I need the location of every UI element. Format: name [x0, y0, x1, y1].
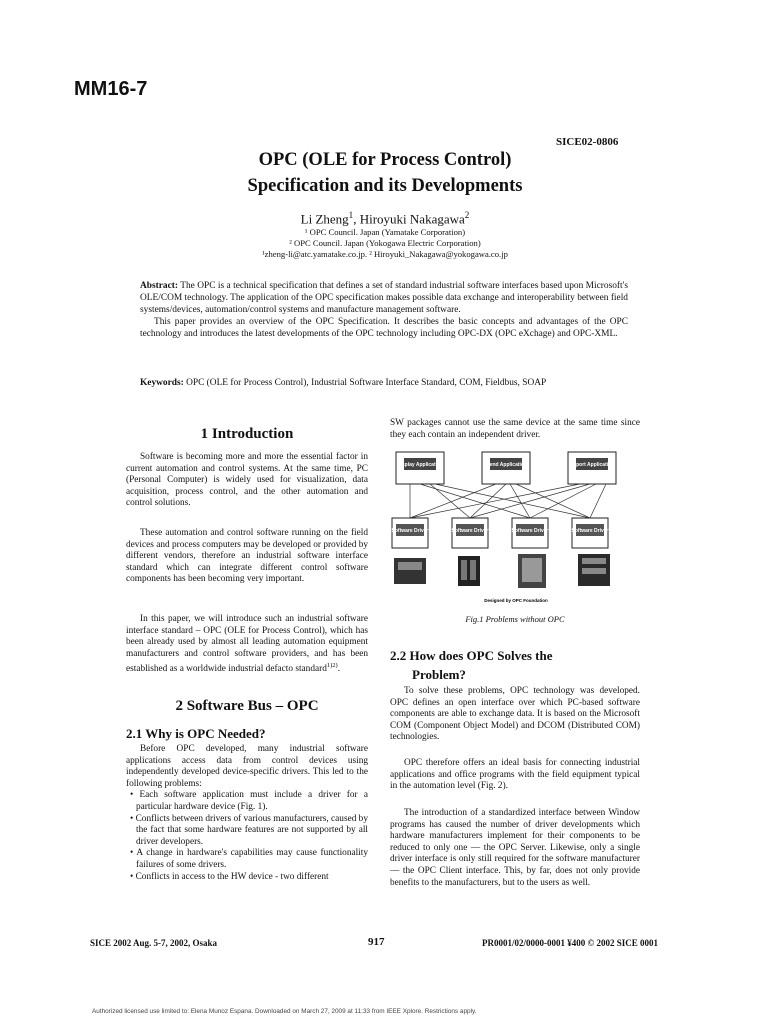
section-2-2-title-line2: Problem? — [412, 667, 466, 682]
sice-code: SICE02-0806 — [556, 136, 619, 148]
section-2-2-paragraph-2: OPC therefore offers an ideal basis for connecting industrial applications and office programs with the field equipment typical in the automation level (Fig. 2). — [390, 758, 640, 792]
section-2-2-paragraph-1: To solve these problems, OPC technology was developed. OPC defines an open interface over which PC-based software components are able to exchange data. It is based on the Microsoft COM (Component Object Model) and DCOM (Distributed COM) technologies. — [390, 686, 640, 743]
section-2-title: 2 Software Bus – OPC — [175, 698, 319, 714]
figure-1-diagram — [390, 446, 640, 606]
app-label-3: Report Application — [569, 462, 615, 468]
figure-1 — [390, 446, 640, 606]
author-1-sup: 1 — [348, 210, 354, 220]
keywords-text: OPC (OLE for Process Control), Industrial Software Interface Standard, COM, Fieldbus, SOAP — [186, 378, 547, 388]
list-item: • A change in hardware's capabilities may cause functionality failures of some drivers. — [126, 848, 368, 871]
footer-conference: SICE 2002 Aug. 5-7, 2002, Osaka — [90, 938, 218, 948]
paper-title-line2: Specification and its Developments — [247, 176, 523, 196]
abstract-label: Abstract: — [140, 281, 179, 291]
affiliation-emails: ¹zheng-li@atc.yamatake.co.jp. ² Hiroyuki_Nakagawa@yokogawa.co.jp — [262, 249, 508, 259]
section-1-title: 1 Introduction — [200, 426, 294, 442]
hardware-devices — [394, 554, 610, 588]
abstract-p1: The OPC is a technical specification that defines a set of standard industrial software interfaces based upon Microsoft's OLE/COM technology. The application of the OPC specification makes possible data exchange and interoperability between field systems/devices, automation/control systems and manufacture management software. — [140, 281, 628, 315]
right-col-continuation: SW packages cannot use the same device at the same time since they each contain an independent driver. — [390, 418, 640, 440]
list-item: • Each software application must include a driver for a particular hardware device (Fig. 1). — [126, 790, 368, 813]
intro-paragraph-2: These automation and control software running on the field devices and process computers may be developed or provided by different vendors, therefore an industrial software interface standard which can integrate different control software components has been becoming very important. — [126, 528, 368, 585]
mm-code: MM16-7 — [74, 78, 148, 100]
device-1 — [394, 558, 426, 584]
app-label-1: Display Application — [396, 462, 444, 468]
footer-copyright: PR0001/02/0000-0001 ¥400 © 2002 SICE 0001 — [482, 938, 658, 948]
authors — [150, 210, 620, 227]
abstract — [140, 280, 628, 340]
keywords-label: Keywords: — [140, 378, 184, 388]
list-item: • Conflicts in access to the HW device - two different — [126, 872, 368, 884]
section-2-2-title-line1: 2.2 How does OPC Solves the — [390, 648, 553, 663]
author-1: Li Zheng — [300, 211, 349, 227]
figure-1-caption: Fig.1 Problems without OPC — [465, 614, 565, 624]
author-2: , Hiroyuki Nakagawa — [353, 211, 465, 227]
author-2-sup: 2 — [464, 210, 470, 220]
driver-label-2: Software Driver — [451, 528, 489, 534]
connection-lines — [410, 484, 606, 518]
figure-credit: Designed by OPC Foundation — [484, 598, 548, 603]
abstract-p2: This paper provides an overview of the OPC Specification. It describes the basic concepts and advantages of the OPC technology and introduces the latest developments of the OPC technology including OPC-DX (OPC eXchage) and OPC-XML. — [140, 317, 628, 339]
list-item: • Conflicts between drivers of various manufacturers, caused by the fact that some hardware features are not supported by all driver developers. — [126, 814, 368, 849]
intro-paragraph-1: Software is becoming more and more the essential factor in current automation and control systems. At the same time, PC (Personal Computer) is widely used for visualization, data acquisition, process control, and the other automation and control solutions. — [126, 452, 368, 509]
affiliation-1: ¹ OPC Council. Japan (Yamatake Corporation) — [304, 227, 466, 237]
paper-title-line1: OPC (OLE for Process Control) — [258, 150, 512, 170]
section-2-1-body: Before OPC developed, many industrial software applications access data from control devices using independently developed device-specific drivers. This led to the following problems: • Each software application must include a driver for a particular hardware device (Fig. 1). • Conflicts between drivers of various manufacturers, caused by the fact that some hardware features are not supported by all driver developers. • A change in hardware's capabilities may cause functionality failures of some drivers. • Conflicts in access to the HW device - two different — [126, 744, 368, 883]
page-number: 917 — [368, 936, 385, 948]
driver-label-3: Software Driver — [511, 528, 549, 534]
section-2-1-title: 2.1 Why is OPC Needed? — [126, 726, 266, 741]
affiliation-2: ² OPC Council. Japan (Yokogawa Electric Corporation) — [289, 238, 481, 248]
driver-label-4: Software Driver — [571, 528, 609, 534]
app-label-2: Trend Application — [484, 462, 528, 468]
license-notice: Authorized licensed use limited to: Elena Munoz Espana. Downloaded on March 27, 2009 at 11:33 from IEEE Xplore. Restrictions apply. — [92, 1008, 477, 1015]
driver-label-1: Software Driver — [391, 528, 429, 534]
keywords — [140, 378, 628, 388]
section-2-2-paragraph-3: The introduction of a standardized interface between Window programs has caused the number of driver developments which hardware manufacturers implement for their components to be reduced to only one — the OPC Server. Likewise, only a single driver interface is only still required for the software manufacturer — the OPC Client interface. This, by far, does not only provide benefits to the manufacturers, but to the users as well. — [390, 808, 640, 888]
intro-paragraph-3: In this paper, we will introduce such an industrial software interface standard – OPC (OLE for Process Control), which has been already used by almost all leading automation equipment manufacturers and control software providers, and has been established as a worldwide industrial defacto standard$^{1)2)}$. — [126, 614, 368, 675]
